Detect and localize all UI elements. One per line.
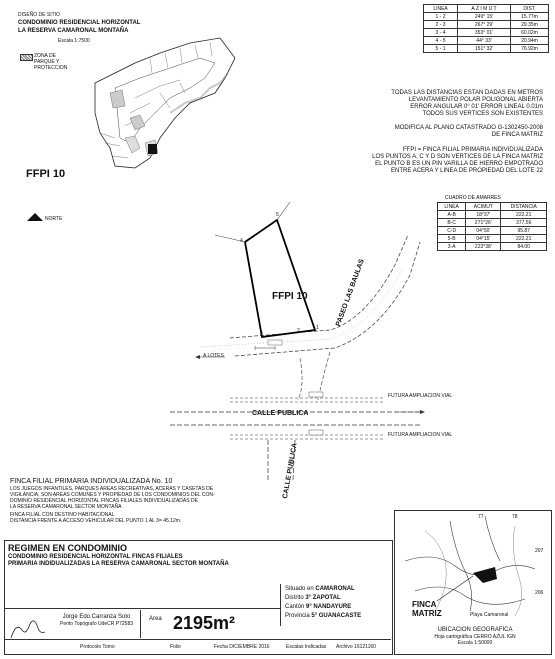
park-zone-swatch-icon [20, 54, 33, 61]
modification-note [395, 125, 543, 139]
table-cell: 151° 32' [458, 45, 511, 53]
table-cell: 76.92m [510, 45, 548, 53]
note-line: ENTRE ACERA Y LINEA DE PROPIEDAD DEL LOTE 22 [391, 168, 543, 174]
inset-num-3: 207 [535, 548, 544, 554]
amarres-title: CUADRO DE AMARRES [445, 195, 501, 201]
table-cell: 5 - 1 [424, 45, 458, 53]
parcel-ffpi-label: FFPI 10 [272, 291, 308, 302]
surveyor-name: Jorge Edo.Carranza Soto [62, 614, 131, 620]
point-4: 4 [240, 238, 243, 244]
inset-title: UBICACION GEOGRAFICA [437, 627, 513, 633]
note-line: ERROR ANGULAR 0° 01' ERROR LINEAL 0.01m [410, 104, 543, 110]
table-cell: 267° 29' [458, 21, 511, 29]
table-cell: 18°37' [466, 211, 501, 219]
inset-matriz: MATRIZ [412, 609, 442, 618]
regimen-line: PRIMARIA INDIDUALIZADAS LA RESERVA CAMARONAL SECTOR MONTAÑA [8, 561, 229, 567]
table-cell: 04°15' [466, 235, 501, 243]
table-row [424, 37, 549, 45]
regimen-title: REGIMEN EN CONDOMINIO [8, 543, 128, 553]
inset-sub: Hoja cartográfica CERRO AZUL IGN [434, 634, 516, 640]
description-line: DOMINIO RESIDENCIAL HORIZONTAL FINCAS FILIALES INDIVIDUALIZADAS DE [10, 498, 198, 504]
note-line: EL PUNTO B ES UN PIN VARILLA DE HIERRO EMPOTRADO [375, 161, 543, 167]
parcel-outline [245, 220, 315, 337]
table-row [424, 29, 549, 37]
note-line: LEVANTAMIENTO POLAR POLIGONAL ABIERTA [408, 97, 543, 103]
table-cell: 3 - 4 [424, 29, 458, 37]
azimuth-table [423, 4, 549, 53]
footer-folio: Folio [170, 644, 181, 650]
table-cell: 04°50' [466, 227, 501, 235]
table-cell: 20.94m [510, 37, 548, 45]
description-title: FINCA FILIAL PRIMARIA INDIVIDUALIZADA No. 10 [10, 478, 173, 485]
area-box [140, 610, 281, 638]
provincia-value: 5° GUANACASTE [311, 613, 362, 619]
inset-finca-label [412, 600, 442, 618]
site-plan-title-2: LA RESERVA CAMARONAL MONTAÑA [18, 28, 129, 34]
surveyor-block [60, 614, 133, 627]
surveyor-title: Perito Topógrafo UdeCR P72583 [60, 621, 134, 627]
area-label: Area [149, 616, 162, 622]
table-row [424, 45, 549, 53]
table-cell: 223°38' [466, 243, 501, 251]
note-line: TODAS LAS DISTANCIAS ESTAN DADAS EN METROS [391, 90, 543, 96]
description-line: VIGILANCIA, SON AREAS COMUNES Y PROPIEDAD DE LOS CONDOMINIOS DEL CON- [10, 492, 215, 498]
amarres-header-acimut: ACIMUT [466, 203, 501, 211]
table-cell: 95.87 [501, 227, 547, 235]
inset-num-4: 206 [535, 590, 544, 596]
table-cell: 2 - 3 [424, 21, 458, 29]
regimen-block [8, 543, 229, 568]
amarres-header-distancia: DISTANCIA [501, 203, 547, 211]
area-value: 2195m² [173, 613, 236, 633]
inset-finca: FINCA [412, 600, 437, 609]
inset-scale: Escala 1:50000 [457, 640, 493, 646]
surveyor-row-divider [4, 608, 280, 609]
table-cell: 353° 01' [458, 29, 511, 37]
situado-value: CAMARONAL [315, 586, 355, 592]
footer-escalas: Escalas Indicadas [286, 644, 327, 650]
site-plan-label: DISEÑO DE SITIO [18, 12, 60, 18]
site-plan-title-1: CONDOMINIO RESIDENCIAL HORIZONTAL [18, 20, 141, 26]
site-plan-ffpi-highlight [148, 144, 157, 154]
table-cell: 60.02m [510, 29, 548, 37]
footer-archivo: Archivo 16121160 [336, 644, 376, 650]
distrito-value: 3° ZAPOTAL [305, 595, 341, 601]
table-cell: 84.00 [501, 243, 547, 251]
note-line: FFPI = FINCA FILIAL PRIMARIA INDIVIDUALIZADA [403, 147, 543, 153]
table-cell: B-C [438, 219, 466, 227]
north-label: NORTE [45, 216, 63, 222]
inset-caption [400, 627, 550, 646]
table-cell: 15.77m [510, 13, 548, 21]
signature-icon [8, 612, 48, 642]
table-cell: 29.35m [510, 21, 548, 29]
note-line: TODOS SUS VERTICES SON EXISTENTES [422, 111, 543, 117]
parcel-drawing [0, 180, 555, 480]
footer-row [4, 639, 391, 654]
paseo-label: PASEO LAS BAULAS [335, 258, 366, 328]
description-line: DISTANCIA FRENTE A ACCESO VEHICULAR DEL PUNTO 1 AL 3= 45.12m. [10, 518, 182, 524]
point-3: 3 [260, 331, 263, 337]
azimuth-header-dist: DIST. [510, 5, 548, 13]
table-cell: 5-B [438, 235, 466, 243]
azimuth-header-linea: LINEA [424, 5, 458, 13]
table-row [424, 21, 549, 29]
table-cell: 249° 15' [458, 13, 511, 21]
situado-label: Situado en [285, 586, 314, 592]
canton-value: 9° NANDAYURE [306, 604, 352, 610]
futura-ampliacion-1: FUTURA AMPLIACION VIAL [388, 393, 453, 399]
futura-ampliacion-2: FUTURA AMPLIACION VIAL [388, 432, 453, 438]
finca-matriz-marker [473, 567, 497, 583]
table-cell: 222.21 [501, 211, 547, 219]
note-line: LOS PUNTOS A, C Y D SON VERTICES DE LA FINCA MATRIZ [372, 154, 543, 160]
location-box [280, 584, 391, 626]
ffpi-notes [372, 147, 543, 175]
table-row [424, 13, 549, 21]
canton-label: Cantón [285, 604, 305, 610]
table-cell: 222.21 [501, 235, 547, 243]
a-lotes-label: A LOTES [203, 353, 224, 359]
point-2: 2 [297, 328, 300, 334]
regimen-line: CONDOMINIO RESIDENCIAL HORIZONTAL FINCAS FILIALES [8, 554, 183, 560]
amarres-header-linea: LINEA [438, 203, 466, 211]
survey-notes [391, 90, 543, 118]
azimuth-header-azimut: A Z I M U T [458, 5, 511, 13]
description-line: LA RESERVA CAMARONAL SECTOR MONTAÑA [10, 504, 122, 510]
table-cell: 3-A [438, 243, 466, 251]
calle-publica-v-label: CALLE PUBLICA [282, 442, 299, 500]
description-line: FINCA FILIAL CON DESTINO HABITACIONAL [10, 512, 115, 518]
point-5: 5 [276, 212, 279, 218]
description-block [10, 478, 215, 524]
footer-protocolo: Protocolo Tomo [80, 644, 115, 650]
table-cell: 4 - 5 [424, 37, 458, 45]
inset-camaronal: Playa Camaronal [470, 612, 509, 618]
inset-num-1: 77 [478, 514, 484, 520]
table-cell: 377.56 [501, 219, 547, 227]
distrito-label: Distrito [285, 595, 304, 601]
description-line: LOS JUEGOS INFANTILES, PARQUES AREAS RECREATIVAS, ACERAS Y CASETAS DE [10, 486, 214, 492]
calle-publica-h-label: CALLE PUBLICA [252, 410, 309, 417]
table-cell: A-B [438, 211, 466, 219]
footer-fecha: Fecha DICIEMBRE 2016 [214, 644, 270, 650]
note-line: MODIFICA AL PLANO CATASTRADO G-1302450-2008 [394, 125, 543, 131]
table-cell: C-D [438, 227, 466, 235]
park-zone-legend: ZONA DE PARQUE Y PROTECCION [34, 53, 68, 71]
inset-num-2: 78 [512, 514, 518, 520]
site-plan-scale: Escala 1:7500 [58, 38, 90, 44]
note-line: DE FINCA MATRIZ [491, 132, 543, 138]
site-plan-ffpi-label: FFPI 10 [26, 168, 66, 180]
table-cell: 271°26' [466, 219, 501, 227]
table-cell: 1 - 2 [424, 13, 458, 21]
provincia-label: Provincia [285, 613, 310, 619]
table-cell: 44° 33' [458, 37, 511, 45]
point-1: 1 [316, 325, 319, 331]
